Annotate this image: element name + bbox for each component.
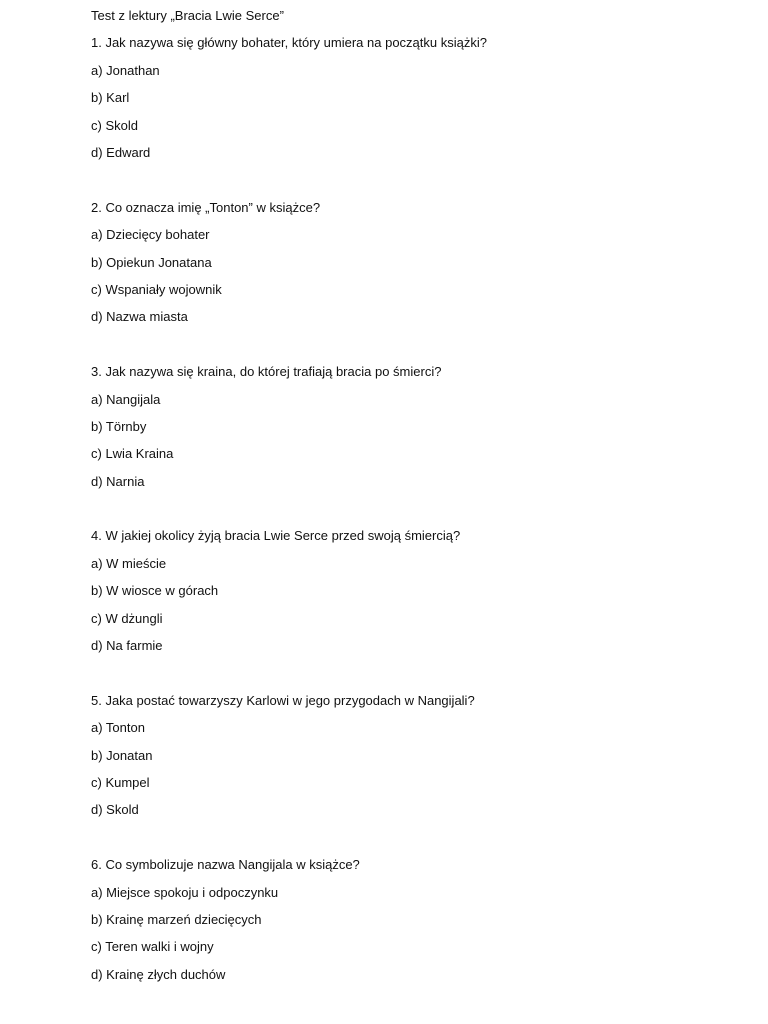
question-6 [91, 856, 731, 984]
answer-option-a: a) Tonton [91, 720, 145, 736]
answer-option-b: b) Karl [91, 90, 130, 106]
answer-option-b: b) W wiosce w górach [91, 583, 219, 599]
answer-option-c: c) Lwia Kraina [91, 446, 174, 462]
answer-option-a: a) Jonathan [91, 62, 160, 78]
answer-option-c: c) W dżungli [91, 610, 163, 626]
answer-option-d: d) Narnia [91, 473, 145, 489]
answer-option-b: b) Krainę marzeń dziecięcych [91, 911, 262, 927]
document-title: Test z lektury „Bracia Lwie Serce” [91, 8, 284, 23]
question-2 [91, 199, 731, 327]
question-1 [91, 34, 731, 162]
answer-option-c: c) Kumpel [91, 775, 150, 790]
answer-option-b: b) Opiekun Jonatana [91, 254, 212, 270]
answer-option-a: a) W mieście [91, 555, 167, 571]
answer-option-b: b) Jonatan [91, 747, 153, 763]
question-text: 6. Co symbolizuje nazwa Nangijala w książce? [91, 857, 360, 873]
document-page [91, 7, 731, 984]
question-text: 3. Jak nazywa się kraina, do której trafiają bracia po śmierci? [91, 364, 442, 380]
answer-option-a: a) Miejsce spokoju i odpoczynku [91, 884, 279, 900]
answer-option-d: d) Krainę złych duchów [91, 966, 226, 982]
question-text: 4. W jakiej okolicy żyją bracia Lwie Serce przed swoją śmiercią? [91, 528, 461, 544]
answer-option-a: a) Nangijala [91, 391, 161, 407]
answer-option-c: c) Wspaniały wojownik [91, 281, 222, 297]
question-text: 5. Jaka postać towarzyszy Karlowi w jego przygodach w Nangijali? [91, 692, 475, 708]
question-5 [91, 692, 731, 820]
answer-option-c: c) Teren walki i wojny [91, 939, 214, 955]
question-3 [91, 363, 731, 491]
answer-option-a: a) Dziecięcy bohater [91, 227, 210, 243]
question-text: 1. Jak nazywa się główny bohater, który umiera na początku książki? [91, 35, 487, 51]
question-4 [91, 527, 731, 655]
answer-option-d: d) Skold [91, 802, 139, 818]
answer-option-d: d) Na farmie [91, 638, 163, 654]
answer-option-d: d) Edward [91, 144, 151, 160]
answer-option-d: d) Nazwa miasta [91, 309, 188, 325]
question-text: 2. Co oznacza imię „Tonton” w książce? [91, 199, 321, 215]
answer-option-b: b) Törnby [91, 418, 147, 434]
answer-option-c: c) Skold [91, 117, 138, 133]
